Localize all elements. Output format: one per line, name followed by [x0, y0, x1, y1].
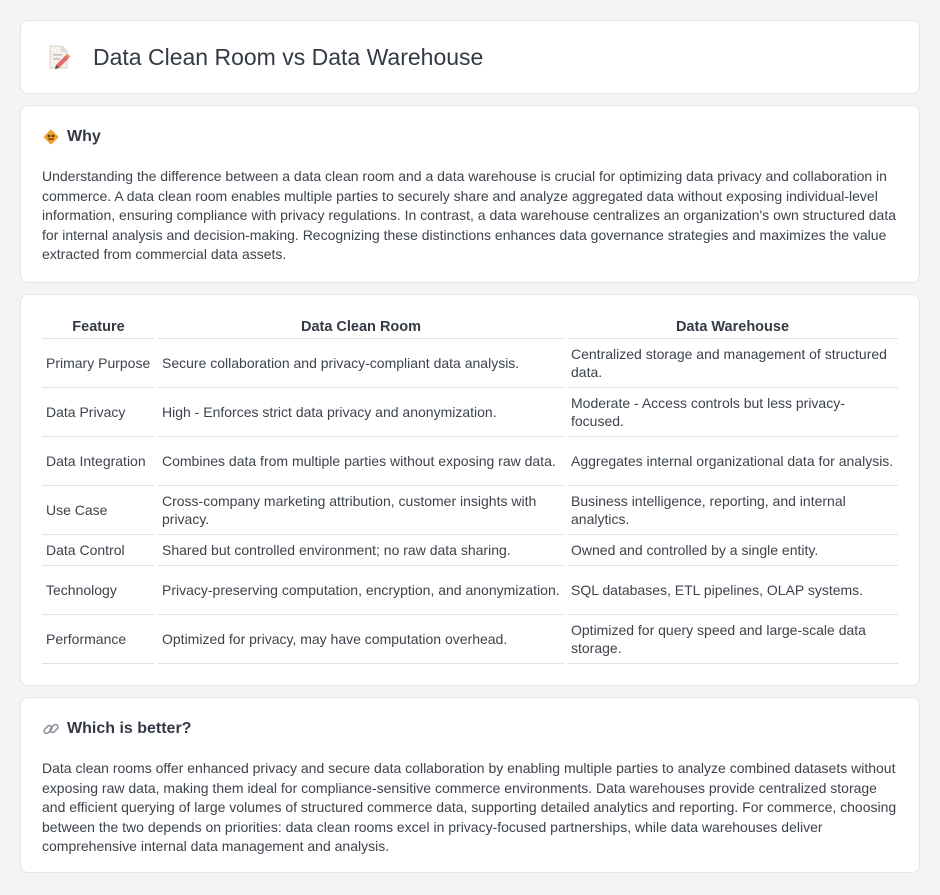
- feature-cell: Data Integration: [42, 437, 155, 486]
- table-header-row: [42, 314, 898, 339]
- why-section: [20, 105, 920, 283]
- clean-room-cell: Optimized for privacy, may have computation overhead.: [158, 615, 564, 664]
- warehouse-cell: Owned and controlled by a single entity.: [567, 535, 898, 566]
- clean-room-cell: Combines data from multiple parties without exposing raw data.: [158, 437, 564, 486]
- feature-cell: Data Control: [42, 535, 155, 566]
- feature-cell: Use Case: [42, 486, 155, 535]
- warehouse-cell: Optimized for query speed and large-scale data storage.: [567, 615, 898, 664]
- clean-room-cell: Cross-company marketing attribution, customer insights with privacy.: [158, 486, 564, 535]
- feature-cell: Performance: [42, 615, 155, 664]
- better-heading: Which is better?: [67, 720, 192, 737]
- page-title: Data Clean Room vs Data Warehouse: [93, 43, 484, 70]
- why-heading: Why: [67, 128, 101, 145]
- warehouse-cell: Business intelligence, reporting, and internal analytics.: [567, 486, 898, 535]
- table-row: [42, 566, 898, 615]
- table-row: [42, 339, 898, 388]
- which-is-better-section: [20, 697, 920, 873]
- title-card: [20, 20, 920, 94]
- clean-room-cell: Privacy-preserving computation, encryption, and anonymization.: [158, 566, 564, 615]
- warehouse-cell: Centralized storage and management of structured data.: [567, 339, 898, 388]
- header-data-clean-room: Data Clean Room: [158, 314, 564, 339]
- feature-cell: Technology: [42, 566, 155, 615]
- header-feature: Feature: [42, 314, 155, 339]
- why-text: Understanding the difference between a data clean room and a data warehouse is crucial for optimizing data privacy and collaboration in commerce. A data clean room enables multiple parties to securely share and analyze aggregated data without exposing individual-level information, ensuring compliance with privacy regulations. In contrast, a data warehouse centralizes an organization's own structured data for internal analysis and decision-making. Recognizing these distinctions enhances data governance strategies and maximizes the value extracted from commercial data assets.: [42, 168, 897, 263]
- clean-room-cell: Shared but controlled environment; no raw data sharing.: [158, 535, 564, 566]
- better-heading-row: [42, 720, 898, 738]
- clean-room-cell: Secure collaboration and privacy-compliant data analysis.: [158, 339, 564, 388]
- comparison-table: [39, 314, 901, 664]
- table-row: [42, 388, 898, 437]
- warehouse-cell: Moderate - Access controls but less privacy-focused.: [567, 388, 898, 437]
- table-row: [42, 437, 898, 486]
- warehouse-cell: Aggregates internal organizational data for analysis.: [567, 437, 898, 486]
- link-icon: [42, 720, 60, 738]
- feature-cell: Primary Purpose: [42, 339, 155, 388]
- diamond-sign-icon: [42, 128, 60, 146]
- clean-room-cell: High - Enforces strict data privacy and anonymization.: [158, 388, 564, 437]
- feature-cell: Data Privacy: [42, 388, 155, 437]
- table-row: [42, 535, 898, 566]
- table-row: [42, 486, 898, 535]
- table-row: [42, 615, 898, 664]
- document-pencil-icon: [47, 44, 71, 70]
- header-data-warehouse: Data Warehouse: [567, 314, 898, 339]
- comparison-table-card: [20, 294, 920, 686]
- better-text: Data clean rooms offer enhanced privacy and secure data collaboration by enabling multiple parties to analyze combined datasets without exposing raw data, making them ideal for compliance-sensitive commerce environments. Data warehouses provide centralized storage and efficient querying of large volumes of structured commerce data, supporting detailed analytics and reporting. For commerce, choosing between the two depends on priorities: data clean rooms excel in privacy-focused partnerships, while data warehouses deliver comprehensive internal data management and analysis.: [42, 760, 897, 855]
- warehouse-cell: SQL databases, ETL pipelines, OLAP systems.: [567, 566, 898, 615]
- why-heading-row: [42, 128, 898, 146]
